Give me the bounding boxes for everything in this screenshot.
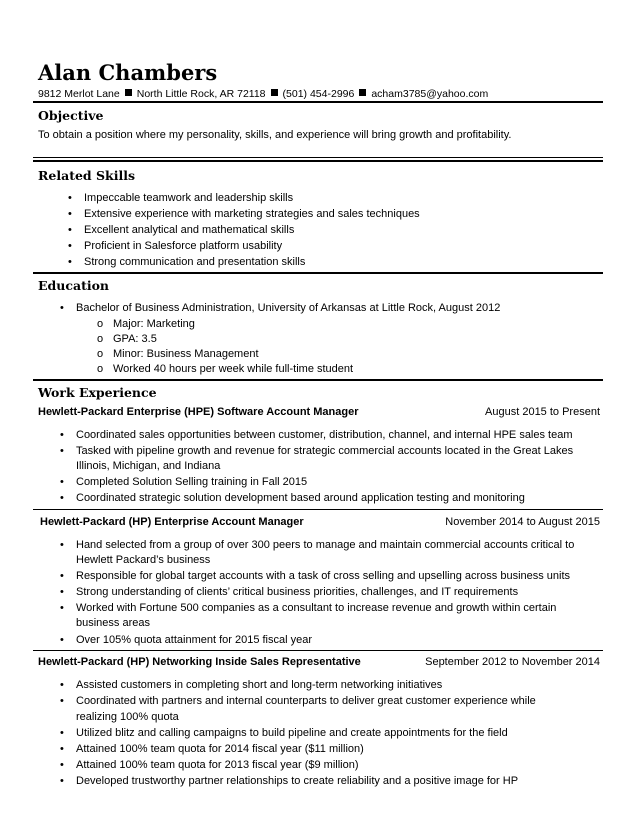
list-item: • Tasked with pipeline growth and revenue for strategic commercial accounts located in the Great Lakes	[60, 445, 574, 457]
bullet-icon: •	[60, 743, 64, 755]
list-item-continuation: business areas	[76, 617, 150, 629]
education-detail: o GPA: 3.5	[97, 333, 157, 345]
education-detail: o Minor: Business Management	[97, 348, 259, 360]
list-item-continuation: realizing 100% quota	[76, 711, 179, 723]
list-item: • Worked with Fortune 500 companies as a consultant to increase revenue and growth within certain	[60, 602, 557, 614]
objective-text: To obtain a position where my personality, skills, and experience will bring growth and profitability.	[38, 129, 512, 141]
bullet-icon: •	[60, 602, 64, 614]
list-item: • Attained 100% team quota for 2013 fiscal year ($9 million)	[60, 759, 359, 771]
list-item-continuation: Illinois, Michigan, and Indiana	[76, 460, 221, 472]
job-title: Hewlett-Packard (HP) Networking Inside Sales Representative	[38, 656, 361, 668]
education-heading: Education	[38, 278, 110, 293]
education-detail: o Worked 40 hours per week while full-time student	[97, 363, 354, 375]
list-item: • Utilized blitz and calling campaigns to build pipeline and create appointments for the field	[60, 727, 508, 739]
circle-bullet-icon: o	[97, 363, 104, 375]
list-item: • Coordinated strategic solution development based around application testing and monitoring	[60, 492, 525, 504]
list-item-continuation: Hewlett Packard’s business	[76, 554, 211, 566]
work-heading: Work Experience	[38, 385, 157, 400]
list-item: • Developed trustworthy partner relationships to create reliability and a positive image for HP	[60, 775, 519, 787]
job-dates: November 2014 to August 2015	[445, 516, 600, 528]
education-detail: o Major: Marketing	[97, 318, 195, 330]
square-bullet-icon	[359, 89, 366, 96]
list-item: • Attained 100% team quota for 2014 fiscal year ($11 million)	[60, 743, 364, 755]
list-item: • Strong communication and presentation skills	[68, 256, 306, 268]
list-item: • Proficient in Salesforce platform usability	[68, 240, 283, 252]
list-item: • Extensive experience with marketing strategies and sales techniques	[68, 208, 420, 220]
circle-bullet-icon: o	[97, 333, 104, 345]
resume-name: Alan Chambers	[38, 60, 218, 85]
education-divider	[33, 379, 603, 381]
job-divider	[33, 509, 603, 510]
objective-divider-bottom	[33, 160, 603, 162]
bullet-icon: •	[60, 429, 64, 441]
list-item: • Impeccable teamwork and leadership skills	[68, 192, 294, 204]
bullet-icon: •	[60, 476, 64, 488]
list-item: • Over 105% quota attainment for 2015 fiscal year	[60, 634, 313, 646]
bullet-icon: •	[68, 240, 72, 252]
bullet-icon: •	[68, 208, 72, 220]
bullet-icon: •	[60, 695, 64, 707]
circle-bullet-icon: o	[97, 348, 104, 360]
bullet-icon: •	[60, 679, 64, 691]
bullet-icon: •	[68, 256, 72, 268]
bullet-icon: •	[60, 727, 64, 739]
education-degree: • Bachelor of Business Administration, University of Arkansas at Little Rock, August 2012	[60, 302, 501, 314]
bullet-icon: •	[60, 586, 64, 598]
list-item: • Strong understanding of clients’ critical business priorities, challenges, and IT requirements	[60, 586, 519, 598]
objective-heading: Objective	[38, 108, 104, 123]
list-item: • Excellent analytical and mathematical skills	[68, 224, 295, 236]
list-item: • Completed Solution Selling training in Fall 2015	[60, 476, 308, 488]
list-item: • Coordinated sales opportunities between customer, distribution, channel, and internal HPE sales team	[60, 429, 573, 441]
square-bullet-icon	[271, 89, 278, 96]
bullet-icon: •	[60, 759, 64, 771]
list-item: • Coordinated with partners and internal counterparts to deliver great customer experience while	[60, 695, 536, 707]
bullet-icon: •	[60, 302, 64, 314]
bullet-icon: •	[60, 539, 64, 551]
bullet-icon: •	[60, 775, 64, 787]
circle-bullet-icon: o	[97, 318, 104, 330]
contact-address: 9812 Merlot Lane	[38, 88, 120, 100]
job-dates: August 2015 to Present	[485, 406, 600, 418]
bullet-icon: •	[60, 570, 64, 582]
skills-heading: Related Skills	[38, 168, 135, 183]
bullet-icon: •	[60, 445, 64, 457]
list-item: • Assisted customers in completing short and long-term networking initiatives	[60, 679, 443, 691]
bullet-icon: •	[60, 634, 64, 646]
bullet-icon: •	[68, 192, 72, 204]
job-dates: September 2012 to November 2014	[425, 656, 600, 668]
bullet-icon: •	[60, 492, 64, 504]
job-divider	[33, 650, 603, 651]
bullet-icon: •	[68, 224, 72, 236]
contact-line	[38, 88, 488, 100]
objective-divider-top	[33, 157, 603, 158]
job-title: Hewlett-Packard Enterprise (HPE) Software Account Manager	[38, 406, 359, 418]
skills-divider	[33, 272, 603, 274]
list-item: • Responsible for global target accounts with a task of cross selling and upselling across business units	[60, 570, 571, 582]
job-title: Hewlett-Packard (HP) Enterprise Account Manager	[40, 516, 304, 528]
contact-city: North Little Rock, AR 72118	[136, 88, 266, 100]
square-bullet-icon	[125, 89, 132, 96]
contact-phone: (501) 454-2996	[282, 88, 355, 100]
contact-email: acham3785@yahoo.com	[371, 88, 489, 100]
list-item: • Hand selected from a group of over 300 peers to manage and maintain commercial accounts critical to	[60, 539, 575, 551]
header-divider	[33, 101, 603, 103]
